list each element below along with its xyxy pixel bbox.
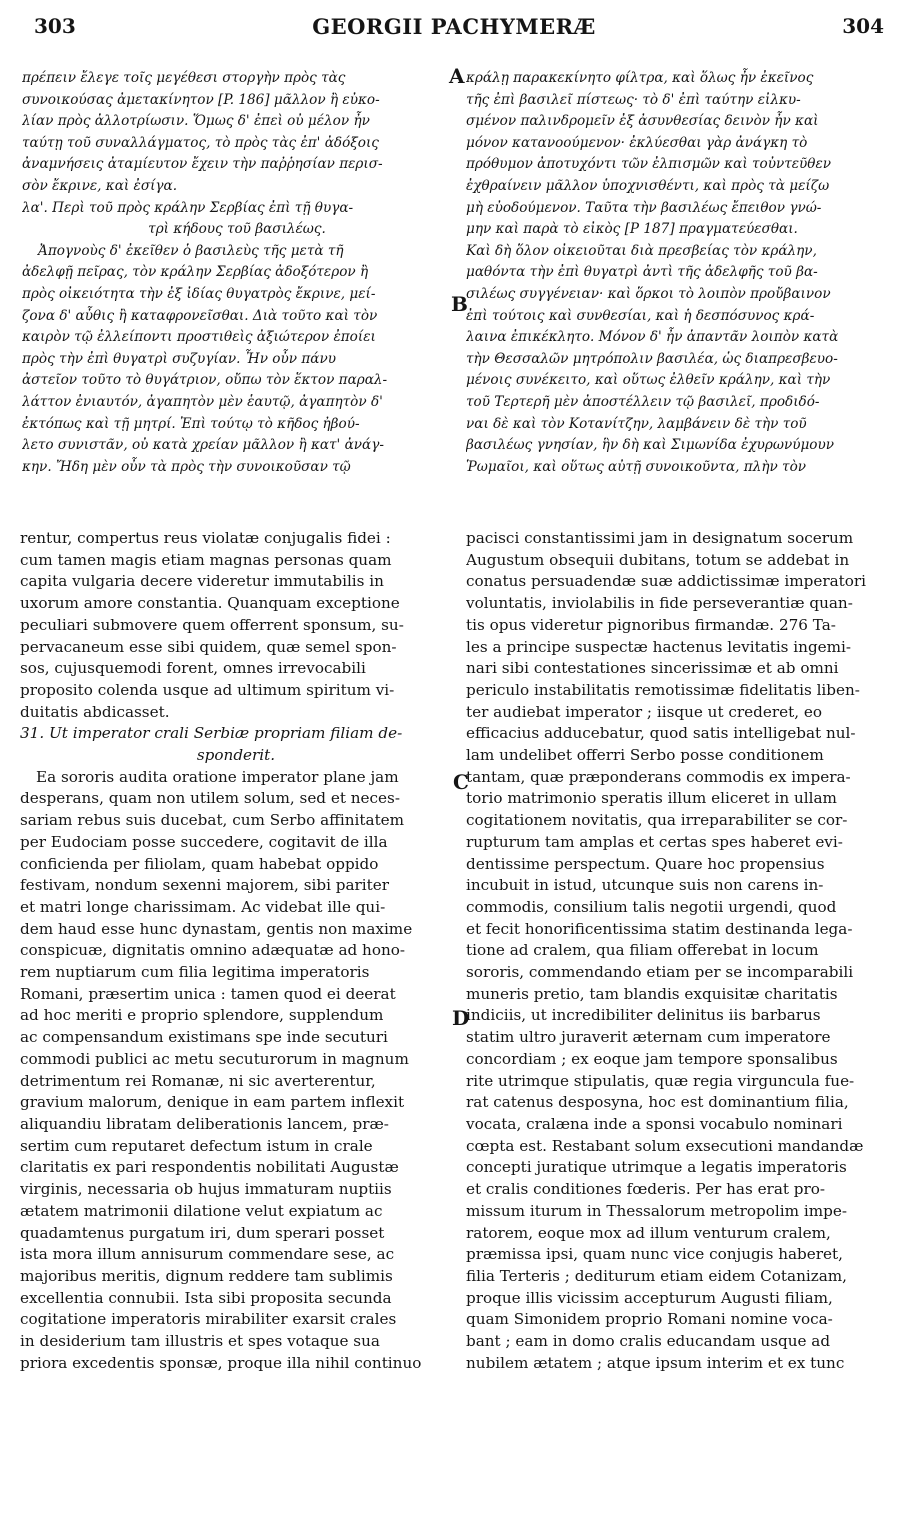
text-line: μὴ εὐοδούμενον. Ταῦτα τὴν βασιλέως ἔπειθον γνώ- — [466, 199, 822, 216]
text-line: conatus persuadendæ suæ addictissimæ imperatori — [466, 572, 867, 591]
text-line: ratorem, eoque mox ad illum venturum cralem, — [466, 1223, 831, 1242]
text-line: festivam, nondum sexenni majorem, sibi pariter — [20, 876, 389, 895]
text-line: les a principe suspectæ hactenus levitatis ingemi- — [466, 637, 852, 656]
text-line: et matri longe charissimam. Ac videbat ille qui- — [20, 897, 386, 916]
text-line: pacisci constantissimi jam in designatum socerum — [466, 529, 854, 547]
running-title: GEORGII PACHYMERÆ — [312, 14, 596, 39]
text-line: commodi publici ac metu secuturorum in magnum — [20, 1049, 409, 1068]
text-line: quadamtenus purgatum iri, dum sperari posset — [20, 1223, 385, 1242]
text-line: quam Simonidem proprio Romani nomine voca- — [466, 1310, 833, 1329]
text-line: κην. Ἤδη μὲν οὖν τὰ πρὸς τὴν συνοικοῦσαν τῷ — [22, 458, 351, 475]
text-line: ἐκτόπως καὶ τῇ μητρί. Ἐπὶ τούτῳ τὸ κῆδος ἠβού- — [22, 415, 360, 432]
text-line: dem haud esse hunc dynastam, gentis non maxime — [20, 919, 413, 938]
text-line: tis opus videretur pignoribus firmandæ. 276 Ta- — [466, 615, 836, 634]
text-line: aliquandiu libratam deliberationis lancem, præ- — [20, 1114, 389, 1133]
text-line: gravium malorum, denique in eam partem inflexit — [20, 1093, 405, 1112]
margin-marker: C — [453, 770, 469, 794]
text-line: rite utrimque stipulatis, quæ regia virguncula fue- — [466, 1071, 855, 1090]
text-line: tantam, quæ præponderans commodis ex impera- — [466, 767, 851, 786]
text-line: rentur, compertus reus violatæ conjugalis fidei : — [20, 529, 391, 547]
text-line: Καὶ δὴ ὅλον οἰκειοῦται διὰ πρεσβείας τὸν κράλην, — [466, 242, 817, 259]
text-line: βασιλέως γνησίαν, ἣν δὴ καὶ Σιμωνίδα ἐχυρωνύμουν — [466, 437, 835, 454]
text-line: rupturum tam amplas et certas spes haberet evi- — [466, 832, 843, 851]
text-line: proposito colenda usque ad ultimum spiritum vi- — [20, 680, 395, 699]
text-line: λάττον ἐνιαυτόν, ἀγαπητὸν μὲν ἑαυτῷ, ἀγαπητὸν δ' — [22, 393, 383, 410]
margin-marker: D — [452, 1006, 470, 1030]
text-line: præmissa ipsi, quam nunc vice conjugis haberet, — [466, 1245, 843, 1264]
text-line: Ea sororis audita oratione imperator plane jam — [36, 767, 399, 786]
text-line: pervacaneum esse sibi quidem, quæ semel spon- — [20, 637, 397, 656]
text-line: τρὶ κήδους τοῦ βασιλέως. — [148, 221, 326, 238]
text-line: commodis, consilium talis negotii urgendi, quod — [466, 897, 837, 916]
text-line: ἐχθραίνειν μᾶλλον ὑποχνισθέντι, καὶ πρὸς τὰ μείζω — [466, 177, 830, 194]
text-line: Ῥωμαῖοι, καὶ οὕτως αὐτῇ συνοικοῦντα, πλὴν τὸν — [466, 458, 807, 475]
text-line: statim ultro juraverit æternam cum imperatore — [466, 1028, 831, 1047]
text-line: filia Terteris ; dediturum etiam eidem Cotanizam, — [466, 1266, 848, 1285]
text-line: ac compensandum existimans spe inde secuturi — [20, 1028, 388, 1047]
text-line: periculo instabilitatis remotissimæ fidelitatis liben- — [466, 680, 860, 699]
text-line: ἀναμνήσεις ἀταμίευτον ἔχειν τὴν παῤῥησίαν περισ- — [22, 156, 383, 173]
greek-text-column-left — [22, 68, 452, 478]
text-line: Augustum obsequii dubitans, totum se addebat in — [466, 550, 850, 569]
text-line: 31. Ut imperator crali Serbiæ propriam filiam de- — [20, 724, 403, 743]
text-line: efficacius adducebatur, quod satis intelligebat nul- — [466, 724, 856, 743]
text-line: ista mora illum annisurum commendare sese, ac — [20, 1245, 395, 1264]
text-line: μαθόντα τὴν ἐπὶ θυγατρὶ ἀντὶ τῆς ἀδελφῆς τοῦ βα- — [466, 264, 818, 281]
text-line: et cralis conditiones fœderis. Per has erat pro- — [466, 1180, 826, 1199]
text-line: rat catenus desposyna, hoc est dominantium filia, — [466, 1093, 849, 1112]
text-line: λαινα ἐπικέκλητο. Μόνον δ' ἦν ἁπαντᾶν λοιπὸν κατὰ — [466, 329, 839, 346]
text-line: incubuit in istud, utcunque suis non carens in- — [466, 876, 824, 895]
text-line: indiciis, ut incredibiliter delinitus iis barbarus — [466, 1006, 821, 1025]
text-line: ἀστεῖον τοῦτο τὸ θυγάτριον, οὔπω τὸν ἕκτον παραλ- — [22, 372, 388, 389]
text-line: duitatis abdicasset. — [20, 702, 170, 721]
text-line: uxorum amore constantia. Quanquam exceptione — [20, 594, 400, 613]
text-line: concepti juratique utrimque a legatis imperatoris — [466, 1158, 847, 1177]
text-line: rem nuptiarum cum filia legitima imperatoris — [20, 963, 370, 982]
text-line: ætatem matrimonii dilatione velut expiatum ac — [20, 1201, 383, 1220]
text-line: peculiari submovere quem offerrent sponsum, su- — [20, 615, 404, 634]
text-line: πρέπειν ἔλεγε τοῖς μεγέθεσι στοργὴν πρὸς τὰς — [22, 70, 346, 86]
text-line: claritatis ex pari respondentis nobilitati Augustæ — [20, 1158, 399, 1177]
text-line: in desiderium tam illustris et spes votaque sua — [20, 1332, 380, 1351]
text-line: voluntatis, inviolabilis in fide perseverantiæ quan- — [466, 594, 853, 613]
text-line: sos, cujusquemodi forent, omnes irrevocabili — [20, 659, 366, 678]
margin-marker: A — [449, 64, 465, 88]
text-line: ναι δὲ καὶ τὸν Κοτανίτζην, λαμβάνειν δὲ τὴν τοῦ — [466, 415, 807, 432]
greek-text-column-right — [466, 68, 886, 478]
page-number-left: 303 — [34, 14, 76, 38]
text-line: cogitationem novitatis, qua irreparabiliter se cor- — [466, 811, 848, 830]
text-line: συνοικούσας ἀμετακίνητον [P. 186] μᾶλλον ἢ εὐκο- — [22, 91, 380, 108]
text-line: πρόθυμον ἀποτυχόντι τῶν ἐλπισμῶν καὶ τοὐντεῦθεν — [466, 156, 832, 173]
text-line: Romani, præsertim unica : tamen quod ei deerat — [20, 984, 396, 1003]
text-line: τὴν Θεσσαλῶν μητρόπολιν βασιλέα, ὡς διαπρεσβευο- — [466, 350, 838, 367]
text-line: καιρὸν τῷ ἐλλείποντι προστιθεὶς ἀξιώτερον ἐποίει — [22, 329, 376, 346]
text-line: σιλέως συγγένειαν· καὶ ὅρκοι τὸ λοιπὸν προὔβαινον — [466, 285, 831, 302]
text-line: τοῦ Τερτερῆ μὲν ἀποστέλλειν τῷ βασιλεῖ, προδιδό- — [466, 393, 820, 410]
text-line: πρὸς οἰκειότητα τὴν ἐξ ἰδίας θυγατρὸς ἔκρινε, μεί- — [22, 285, 376, 302]
text-line: majoribus meritis, dignum reddere tam sublimis — [20, 1266, 393, 1285]
text-line: τῆς ἐπὶ βασιλεῖ πίστεως· τὸ δ' ἐπὶ ταύτην εἰλκυ- — [466, 91, 801, 108]
text-line: ter audiebat imperator ; iisque ut crederet, eo — [466, 702, 822, 721]
page-number-right: 304 — [842, 14, 884, 38]
text-line: detrimentum rei Romanæ, ni sic averterentur, — [20, 1071, 376, 1090]
running-header — [20, 8, 888, 48]
latin-text-column-left — [20, 528, 452, 1374]
margin-marker: B — [451, 292, 468, 316]
text-line: σὸν ἔκρινε, καὶ ἐσίγα. — [22, 177, 178, 194]
text-line: torio matrimonio speratis illum eliceret in ullam — [466, 789, 837, 808]
text-line: Ἀπογνοὺς δ' ἐκεῖθεν ὁ βασιλεὺς τῆς μετὰ τῆ — [38, 242, 344, 259]
text-line: λίαν πρὸς ἀλλοτρίωσιν. Ὅμως δ' ἐπεὶ οὐ μέλον ἦν — [22, 113, 370, 130]
text-line: cogitatione imperatoris mirabiliter exarsit crales — [20, 1310, 397, 1329]
text-line: cum tamen magis etiam magnas personas quam — [20, 550, 392, 569]
text-line: missum iturum in Thessalorum metropolim impe- — [466, 1201, 847, 1220]
text-line: nari sibi contestationes sincerissimæ et ab omni — [466, 659, 839, 678]
text-line: cœpta est. Restabant solum exsecutioni mandandæ — [466, 1136, 864, 1155]
text-line: desperans, quam non utilem solum, sed et neces- — [20, 789, 400, 808]
text-line: μένοις συνέκειτο, καὶ οὕτως ἐλθεῖν κράλην, καὶ τὴν — [466, 372, 831, 389]
text-line: conspicuæ, dignitatis omnino adæquatæ ad hono- — [20, 941, 406, 960]
text-line: sponderit. — [196, 746, 276, 765]
text-line: proque illis vicissim accepturum Augusti filiam, — [466, 1288, 833, 1307]
text-line: ζονα δ' αὖθις ἢ καταφρονεῖσθαι. Διὰ τοῦτο καὶ τὸν — [22, 307, 378, 324]
text-line: capita vulgaria decere videretur immutabilis in — [20, 572, 384, 591]
text-line: ad hoc meriti e proprio splendore, supplendum — [20, 1006, 384, 1025]
text-line: ἀδελφῇ πεῖρας, τὸν κράλην Σερβίας ἀδοξότερον ἢ — [22, 264, 369, 281]
text-line: λετο συνιστᾶν, οὐ κατὰ χρείαν μᾶλλον ἢ κατ' ἀνάγ- — [22, 437, 384, 454]
text-line: μην καὶ παρὰ τὸ εἰκὸς [P 187] πραγματεύεσθαι. — [466, 221, 798, 238]
text-line: dentissime perspectum. Quare hoc propensius — [466, 854, 825, 873]
text-line: σμένον παλινδρομεῖν ἐξ ἀσυνθεσίας δεινὸν ἦν καὶ — [466, 113, 819, 130]
text-line: concordiam ; ex eoque jam tempore sponsalibus — [466, 1049, 838, 1068]
text-line: et fecit honorificentissima statim destinanda lega- — [466, 919, 853, 938]
text-line: priora excedentis sponsæ, proque illa nihil continuo — [20, 1353, 422, 1372]
text-line: sororis, commendando etiam per se incomparabili — [466, 963, 854, 982]
text-line: tione ad cralem, qua filiam offerebat in locum — [466, 941, 819, 960]
text-line: vocata, cralæna inde a sponsi vocabulo nominari — [466, 1114, 843, 1133]
text-line: nubilem ætatem ; atque ipsum interim et ex tunc — [466, 1353, 845, 1372]
text-line: sariam rebus suis ducebat, cum Serbo affinitatem — [20, 811, 405, 830]
text-line: excellentia connubii. Ista sibi proposita secunda — [20, 1288, 392, 1307]
text-line: sertim cum reputaret defectum istum in crale — [20, 1136, 373, 1155]
text-line: πρὸς τὴν ἐπὶ θυγατρὶ συζυγίαν. Ἦν οὖν πάνυ — [22, 350, 336, 367]
text-line: muneris pretio, tam blandis exquisitæ charitatis — [466, 984, 838, 1003]
text-line: λα'. Περὶ τοῦ πρὸς κράλην Σερβίας ἐπὶ τῇ θυγα- — [22, 199, 354, 216]
text-line: per Eudociam posse succedere, cogitavit de illa — [20, 832, 388, 851]
text-line: ταύτῃ τοῦ συναλλάγματος, τὸ πρὸς τὰς ἐπ' ἀδόξοις — [22, 134, 379, 151]
text-line: bant ; eam in domo cralis educandam usque ad — [466, 1332, 831, 1351]
text-line: μόνον κατανοούμενον· ἐκλύεσθαι γὰρ ἀνάγκη τὸ — [466, 134, 808, 151]
text-line: lam undelibet offerri Serbo posse conditionem — [466, 746, 824, 765]
text-line: ἐπὶ τούτοις καὶ συνθεσίαι, καὶ ἡ δεσπόσυνος κρά- — [466, 307, 815, 324]
text-line: virginis, necessaria ob hujus immaturam nuptiis — [20, 1180, 392, 1199]
latin-text-column-right — [466, 528, 886, 1374]
text-line: κράλῃ παρακεκίνητο φίλτρα, καὶ ὅλως ἦν ἐκεῖνος — [466, 70, 814, 86]
text-line: conficienda per filiolam, quam habebat oppido — [20, 854, 379, 873]
